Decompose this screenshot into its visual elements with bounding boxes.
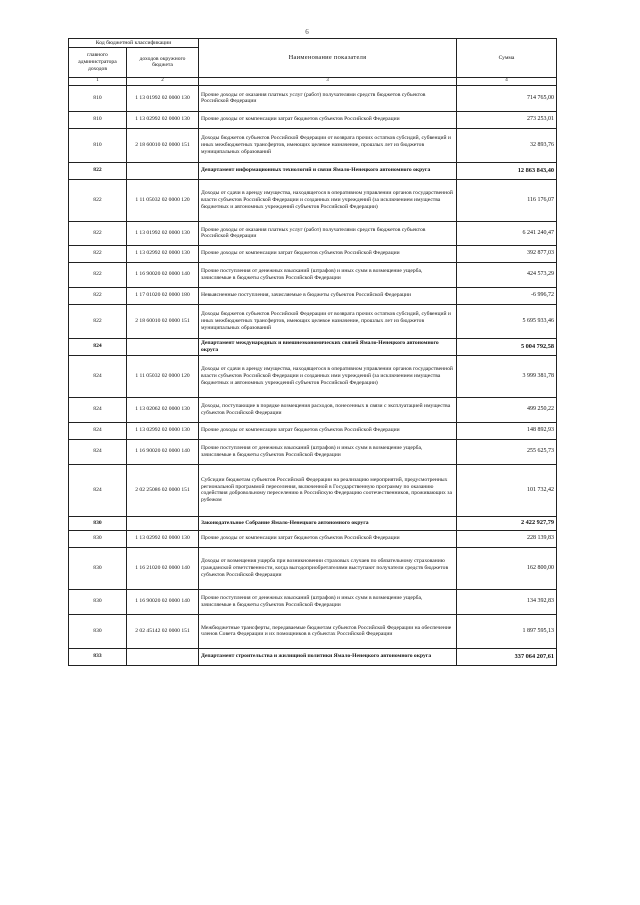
header-col-number: 2: [127, 77, 199, 85]
admin-code-cell: 810: [69, 128, 127, 162]
indicator-name-cell: Доходы, поступающие в порядке возмещения расходов, понесенных в связи с эксплуатацией имущества субъектов Российской Федерации: [199, 397, 457, 422]
income-code-cell: 1 13 01992 02 0000 130: [127, 221, 199, 245]
header-col-number: 3: [199, 77, 457, 85]
admin-code-cell: 810: [69, 85, 127, 111]
sum-cell: 12 863 843,40: [457, 162, 557, 179]
sum-cell: 134 392,83: [457, 589, 557, 614]
admin-code-cell: 830: [69, 614, 127, 648]
table-row: [69, 287, 557, 304]
department-row: [69, 162, 557, 179]
indicator-name-cell: Прочие доходы от компенсации затрат бюджетов субъектов Российской Федерации: [199, 111, 457, 128]
admin-code-cell: 822: [69, 179, 127, 221]
table-row: [69, 221, 557, 245]
department-row: [69, 516, 557, 530]
indicator-name-cell: Невыясненные поступления, зачисляемые в бюджеты субъектов Российской Федерации: [199, 287, 457, 304]
sum-cell: 337 064 207,61: [457, 648, 557, 665]
admin-code-cell: 824: [69, 338, 127, 355]
admin-code-cell: 824: [69, 355, 127, 397]
income-code-cell: 1 16 90020 02 0000 140: [127, 589, 199, 614]
sum-cell: 6 241 240,47: [457, 221, 557, 245]
header-budget-classification: Код бюджетной классификации: [69, 39, 199, 48]
header-sum: Сумма: [457, 39, 557, 78]
table-row: [69, 614, 557, 648]
admin-code-cell: 822: [69, 304, 127, 338]
indicator-name-cell: Доходы бюджетов субъектов Российской Федерации от возврата прочих остатков субсидий, субвенций и иных межбюджетных трансфертов, имеющих целевое назначение, прошлых лет из бюджетов муниципальных образований: [199, 128, 457, 162]
sum-cell: 116 176,07: [457, 179, 557, 221]
sum-cell: 424 573,29: [457, 262, 557, 287]
admin-code-cell: 822: [69, 162, 127, 179]
income-code-cell: 2 18 60010 02 0000 151: [127, 128, 199, 162]
table-row: [69, 397, 557, 422]
header-col-number: 4: [457, 77, 557, 85]
income-code-cell: 1 16 90020 02 0000 140: [127, 439, 199, 464]
indicator-name-cell: Департамент международных и внешнеэкономических связей Ямало-Ненецкого автономного округа: [199, 338, 457, 355]
income-code-cell: 1 16 21020 02 0000 140: [127, 547, 199, 589]
income-code-cell: 1 13 01992 02 0000 130: [127, 85, 199, 111]
income-code-cell: 1 16 90020 02 0000 140: [127, 262, 199, 287]
sum-cell: 5 004 792,58: [457, 338, 557, 355]
income-code-cell: [127, 338, 199, 355]
sum-cell: 1 897 595,13: [457, 614, 557, 648]
sum-cell: 2 422 927,79: [457, 516, 557, 530]
header-admin-code: главного администратора доходов: [69, 47, 127, 77]
sum-cell: 714 765,00: [457, 85, 557, 111]
table-body: [69, 85, 557, 665]
indicator-name-cell: Субсидии бюджетам субъектов Российской Федерации на реализацию мероприятий, предусмотренных региональной программой переселения, включенной в Государственную программу по оказанию содействия добровольному переселению в Российскую Федерацию соотечественников, проживающих за рубежом: [199, 464, 457, 516]
admin-code-cell: 822: [69, 287, 127, 304]
sum-cell: 273 253,01: [457, 111, 557, 128]
admin-code-cell: 824: [69, 464, 127, 516]
indicator-name-cell: Доходы от возмещения ущерба при возникновении страховых случаев по обязательному страхованию гражданской ответственности, когда выгодоприобретателями выступают получатели средств бюджетов субъектов Российской Федерации: [199, 547, 457, 589]
sum-cell: 499 250,22: [457, 397, 557, 422]
header-col-number: 1: [69, 77, 127, 85]
income-code-cell: 2 18 60010 02 0000 151: [127, 304, 199, 338]
sum-cell: 101 732,42: [457, 464, 557, 516]
department-row: [69, 338, 557, 355]
table-row: [69, 355, 557, 397]
admin-code-cell: 830: [69, 516, 127, 530]
income-code-cell: 1 17 01020 02 0000 180: [127, 287, 199, 304]
department-row: [69, 648, 557, 665]
sum-cell: 3 999 381,78: [457, 355, 557, 397]
admin-code-cell: 822: [69, 262, 127, 287]
indicator-name-cell: Прочие доходы от компенсации затрат бюджетов субъектов Российской Федерации: [199, 245, 457, 262]
sum-cell: 162 800,00: [457, 547, 557, 589]
indicator-name-cell: Прочие доходы от оказания платных услуг (работ) получателями средств бюджетов субъектов Российской Федерации: [199, 85, 457, 111]
indicator-name-cell: Департамент строительства и жилищной политики Ямало-Ненецкого автономного округа: [199, 648, 457, 665]
indicator-name-cell: Прочие доходы от оказания платных услуг (работ) получателями средств бюджетов субъектов Российской Федерации: [199, 221, 457, 245]
income-code-cell: 1 13 02062 02 0000 130: [127, 397, 199, 422]
indicator-name-cell: Прочие поступления от денежных взысканий (штрафов) и иных сумм в возмещение ущерба, зачисляемые в бюджеты субъектов Российской Федерации: [199, 589, 457, 614]
table-row: [69, 245, 557, 262]
indicator-name-cell: Доходы бюджетов субъектов Российской Федерации от возврата прочих остатков субсидий, субвенций и иных межбюджетных трансфертов, имеющих целевое назначение, прошлых лет из бюджетов муниципальных образований: [199, 304, 457, 338]
admin-code-cell: 824: [69, 422, 127, 439]
table-row: [69, 262, 557, 287]
table-row: [69, 547, 557, 589]
indicator-name-cell: Прочие доходы от компенсации затрат бюджетов субъектов Российской Федерации: [199, 530, 457, 547]
table-row: [69, 589, 557, 614]
sum-cell: 392 877,03: [457, 245, 557, 262]
table-row: [69, 85, 557, 111]
admin-code-cell: 830: [69, 547, 127, 589]
income-code-cell: 2 02 45142 02 0000 151: [127, 614, 199, 648]
indicator-name-cell: Доходы от сдачи в аренду имущества, находящегося в оперативном управлении органов государственной власти субъектов Российской Федерации и созданных ими учреждений (за исключением имущества бюджетных и автономных учреждений субъектов Российской Федерации): [199, 355, 457, 397]
admin-code-cell: 822: [69, 245, 127, 262]
table-row: [69, 464, 557, 516]
sum-cell: -6 996,72: [457, 287, 557, 304]
indicator-name-cell: Прочие поступления от денежных взысканий (штрафов) и иных сумм в возмещение ущерба, зачисляемые в бюджеты субъектов Российской Федерации: [199, 439, 457, 464]
table-row: [69, 530, 557, 547]
table-row: [69, 439, 557, 464]
admin-code-cell: 810: [69, 111, 127, 128]
admin-code-cell: 822: [69, 221, 127, 245]
sum-cell: 228 139,83: [457, 530, 557, 547]
admin-code-cell: 833: [69, 648, 127, 665]
indicator-name-cell: Прочие доходы от компенсации затрат бюджетов субъектов Российской Федерации: [199, 422, 457, 439]
sum-cell: 32 893,76: [457, 128, 557, 162]
header-income-code: доходов окружного бюджета: [127, 47, 199, 77]
income-code-cell: 1 11 05032 02 0000 120: [127, 179, 199, 221]
admin-code-cell: 824: [69, 439, 127, 464]
income-code-cell: [127, 648, 199, 665]
admin-code-cell: 830: [69, 530, 127, 547]
sum-cell: 148 892,93: [457, 422, 557, 439]
indicator-name-cell: Департамент информационных технологий и связи Ямало-Ненецкого автономного округа: [199, 162, 457, 179]
sum-cell: 255 625,73: [457, 439, 557, 464]
table-row: [69, 422, 557, 439]
income-code-cell: 2 02 25086 02 0000 151: [127, 464, 199, 516]
admin-code-cell: 830: [69, 589, 127, 614]
page-number: 6: [305, 28, 309, 36]
table-row: [69, 179, 557, 221]
income-code-cell: 1 13 02992 02 0000 130: [127, 530, 199, 547]
income-code-cell: 1 13 02992 02 0000 130: [127, 422, 199, 439]
income-code-cell: 1 13 02992 02 0000 130: [127, 245, 199, 262]
sum-cell: 5 695 933,46: [457, 304, 557, 338]
indicator-name-cell: Межбюджетные трансферты, передаваемые бюджетам субъектов Российской Федерации на обеспечение членов Совета Федерации и их помощников в субъектах Российской Федерации: [199, 614, 457, 648]
income-code-cell: [127, 162, 199, 179]
table-row: [69, 304, 557, 338]
income-code-cell: [127, 516, 199, 530]
indicator-name-cell: Законодательное Собрание Ямало-Ненецкого автономного округа: [199, 516, 457, 530]
budget-income-table: [68, 38, 557, 666]
table-row: [69, 128, 557, 162]
table-row: [69, 111, 557, 128]
indicator-name-cell: Доходы от сдачи в аренду имущества, находящегося в оперативном управлении органов государственной власти субъектов Российской Федерации и созданных ими учреждений (за исключением имущества бюджетных и автономных учреждений субъектов Российской Федерации): [199, 179, 457, 221]
income-code-cell: 1 13 02992 02 0000 130: [127, 111, 199, 128]
admin-code-cell: 824: [69, 397, 127, 422]
header-indicator-name: Наименование показателя: [199, 39, 457, 78]
income-code-cell: 1 11 05032 02 0000 120: [127, 355, 199, 397]
indicator-name-cell: Прочие поступления от денежных взысканий (штрафов) и иных сумм в возмещение ущерба, зачисляемые в бюджеты субъектов Российской Федерации: [199, 262, 457, 287]
